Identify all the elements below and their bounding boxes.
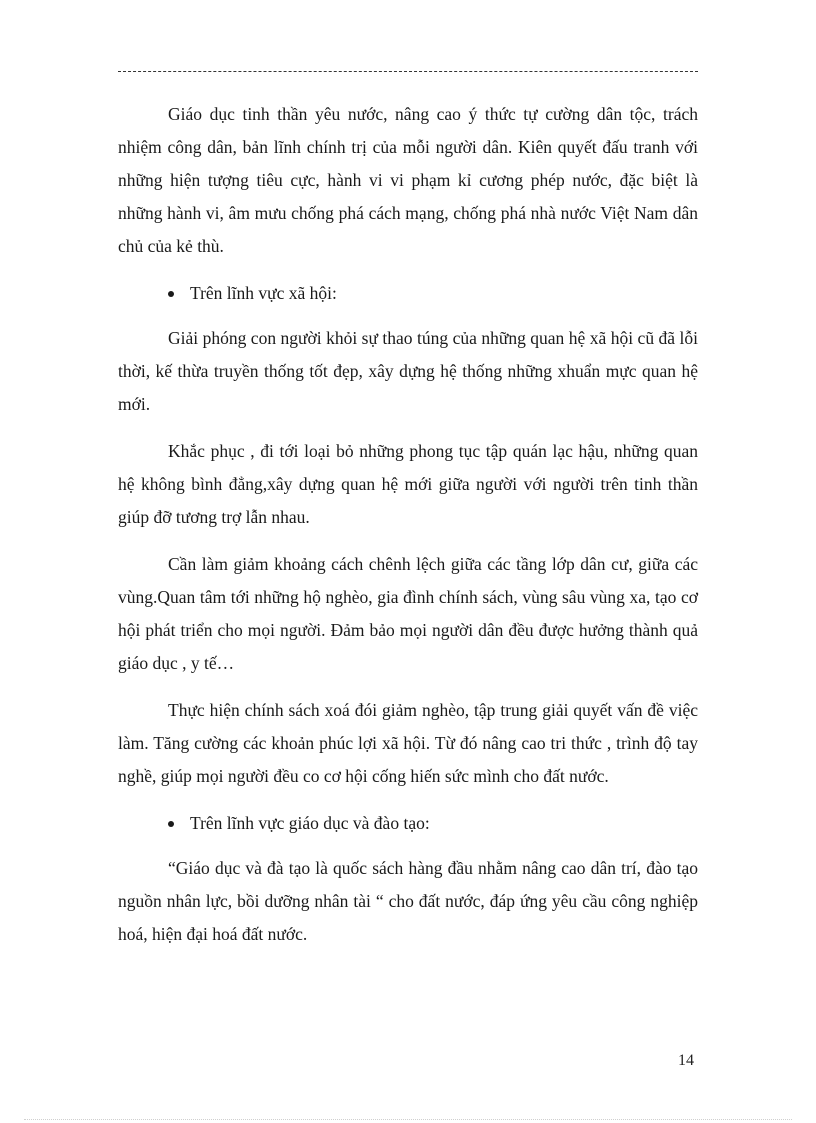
paragraph-poverty-reduction: Thực hiện chính sách xoá đói giảm nghèo, tập trung giải quyết vấn đề việc làm. Tăng cường các khoản phúc lợi xã hội. Từ đó nâng cao tri thức , trình độ tay nghề, giúp mọi người đều co cơ hội cống hiến sức mình cho đất nước.	[118, 700, 698, 786]
paragraph-gap-reduction: Cần làm giảm khoảng cách chênh lệch giữa các tầng lớp dân cư, giữa các vùng.Quan tâm tới những hộ nghèo, gia đình chính sách, vùng sâu vùng xa, tạo cơ hội phát triển cho mọi người. Đảm bảo mọi người dân đều được hưởng thành quả giáo dục , y tế…	[118, 554, 698, 673]
bullet-label: Trên lĩnh vực giáo dục và đào tạo:	[190, 813, 430, 833]
footer-dotted-rule	[24, 1119, 792, 1120]
paragraph-patriotism: Giáo dục tinh thần yêu nước, nâng cao ý thức tự cường dân tộc, trách nhiệm công dân, bản lĩnh chính trị của mỗi người dân. Kiên quyết đấu tranh với những hiện tượng tiêu cực, hành vi vi phạm kỉ cương phép nước, đặc biệt là những hành vi, âm mưu chống phá cách mạng, chống phá nhà nước Việt Nam dân chủ của kẻ thù.	[118, 104, 698, 256]
document-body	[118, 98, 698, 965]
bullet-social-field	[118, 277, 698, 310]
bullet-icon	[168, 291, 174, 297]
page-number: 14	[678, 1052, 694, 1069]
paragraph-liberation: Giải phóng con người khỏi sự thao túng của những quan hệ xã hội cũ đã lỗi thời, kế thừa truyền thống tốt đẹp, xây dựng hệ thống những xhuẩn mực quan hệ mới.	[118, 328, 698, 414]
paragraph-customs: Khắc phục , đi tới loại bỏ những phong tục tập quán lạc hậu, những quan hệ không bình đẳng,xây dựng quan hệ mới giữa người với người trên tinh thần giúp đỡ tương trợ lẫn nhau.	[118, 441, 698, 527]
bullet-icon	[168, 821, 174, 827]
header-dashed-rule	[118, 71, 698, 72]
paragraph-education-policy: “Giáo dục và đà tạo là quốc sách hàng đầu nhằm nâng cao dân trí, đào tạo nguồn nhân lực, bồi dưỡng nhân tài “ cho đất nước, đáp ứng yêu cầu công nghiệp hoá, hiện đại hoá đất nước.	[118, 858, 698, 944]
bullet-label: Trên lĩnh vực xã hội:	[190, 283, 337, 303]
bullet-education-field	[118, 807, 698, 840]
